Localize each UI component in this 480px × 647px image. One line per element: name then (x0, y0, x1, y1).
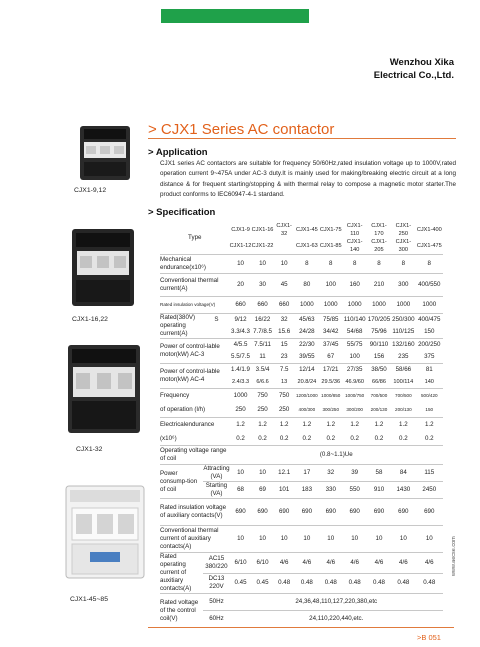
value-cell: 690 (367, 499, 391, 526)
value-cell: 6/10 (252, 553, 274, 574)
value-cell: 54/68 (343, 326, 367, 339)
value-cell: 690 (230, 499, 252, 526)
value-cell: 690 (252, 499, 274, 526)
value-cell: 750 (257, 392, 268, 399)
value-cell: 34/42 (319, 326, 343, 339)
value-cell: 1.2 (258, 421, 267, 428)
row-label: (x10⁶) (160, 432, 230, 446)
sub-label: AC15 380/220 (203, 553, 229, 574)
value-cell: 690 (274, 499, 295, 526)
aux-conventional-row (160, 526, 443, 553)
type-cell: CJX1-250 (395, 223, 412, 237)
type-cell: CJX1-170 (371, 223, 387, 237)
contactor-photo-cjx1-45 (60, 482, 150, 582)
value-cell: 24/28 (295, 326, 319, 339)
value-cell: 2.4/3.3 (230, 376, 252, 389)
value-cell: 400/550 (416, 274, 443, 297)
value-cell: 150 (416, 403, 443, 418)
value-cell: 27/35 (346, 366, 363, 373)
value-cell: 1000 (319, 297, 343, 314)
value-cell: 250/300 (392, 316, 415, 323)
value-cell: 690 (416, 499, 443, 526)
contactor-photo-cjx1-9 (78, 122, 132, 182)
application-heading: > Application (148, 147, 208, 158)
value-cell: 55/75 (346, 341, 363, 348)
starting-power-row (160, 482, 443, 499)
value-cell: 1000 (343, 297, 367, 314)
value-cell: 66/86 (367, 376, 391, 389)
value-cell: 1.2 (424, 421, 434, 428)
value-cell: 200/130 (391, 403, 415, 418)
type-cell: CJX1-140 (343, 238, 367, 255)
value-cell: 1000 (367, 297, 391, 314)
value-cell: 10 (252, 255, 274, 274)
value-cell: 1000 (233, 392, 248, 399)
value-cell: 0.45 (230, 573, 252, 594)
value-cell: 690 (319, 499, 343, 526)
row-label: Rated insulation voltage of auxiliary contacts(V) (160, 499, 230, 526)
value-cell: 0.2 (391, 432, 415, 446)
value-cell: 1.2 (374, 421, 384, 428)
value-cell: 38/50 (371, 366, 387, 373)
sub-label: DC13 220V (203, 573, 229, 594)
value-cell: 11 (252, 351, 274, 364)
value-cell: 84 (391, 465, 415, 482)
row-label: of operation (l/h) (160, 403, 230, 418)
value-cell: 100/114 (391, 376, 415, 389)
value-cell: 4/6 (319, 553, 343, 574)
value-cell: 1200/1000 (295, 393, 318, 398)
value-cell: 0.2 (252, 432, 274, 446)
value-cell: 1000 (391, 297, 415, 314)
value-cell: 1000 (295, 297, 319, 314)
value-cell: 16/22 (254, 316, 271, 323)
value-cell: 1.2 (302, 421, 312, 428)
photo-label-cjx1-45: CJX1-45~85 (70, 596, 108, 603)
value-cell: 10 (343, 526, 367, 553)
value-cell: 660 (230, 297, 252, 314)
type-cell: CJX1-12 (230, 238, 252, 255)
value-cell: 10 (295, 526, 319, 553)
contactor-photo-cjx1-16 (70, 226, 136, 308)
photo-label-cjx1-16: CJX1-16,22 (72, 316, 108, 323)
sub-label: 60Hz (209, 615, 224, 622)
page-title: > CJX1 Series AC contactor (148, 121, 335, 138)
value-cell: 58 (367, 465, 391, 482)
value-cell: 250 (230, 403, 252, 418)
value-cell: 8 (343, 255, 367, 274)
photo-label-cjx1-32: CJX1-32 (76, 446, 103, 453)
value-cell: 39 (343, 465, 367, 482)
row-label: Rated voltage of the control coil(V) (160, 598, 199, 622)
value-cell: 75/96 (367, 326, 391, 339)
value-cell: 4/5.5 (233, 341, 248, 348)
value-cell: 10 (274, 255, 295, 274)
value-cell: 101 (274, 482, 295, 499)
value-cell: 29.5/36 (319, 376, 343, 389)
row-label: Mechanical endurance(x10⁶) (160, 255, 230, 274)
electrical-endurance-row-1 (160, 418, 443, 433)
value-cell: 1.2 (399, 421, 408, 428)
type-cell: CJX1-85 (319, 238, 343, 255)
value-cell: 1430 (391, 482, 415, 499)
row-label: Electricalendurance (160, 421, 215, 428)
row-label: Conventional thermal current(A) (160, 274, 230, 297)
value-cell: 330 (319, 482, 343, 499)
value-cell: 24,110,220,440,etc. (309, 615, 364, 622)
value-cell: 910 (367, 482, 391, 499)
value-cell: 10 (230, 255, 252, 274)
value-cell: 8 (416, 255, 443, 274)
specification-heading: > Specification (148, 207, 216, 218)
value-cell: 45 (274, 274, 295, 297)
value-cell: 300/250 (319, 403, 343, 418)
value-cell: 6/10 (230, 553, 252, 574)
coil-50hz-row (160, 594, 443, 611)
value-cell: 300 (391, 274, 415, 297)
value-cell: 8 (295, 255, 319, 274)
value-cell: 0.48 (274, 573, 295, 594)
value-cell: 81 (425, 366, 433, 373)
value-cell: 4/6 (295, 553, 319, 574)
value-cell: 8 (367, 255, 391, 274)
value-cell: 10 (230, 465, 252, 482)
row-label: Rated(380V) operating current(A) (160, 314, 203, 339)
value-cell: 550 (343, 482, 367, 499)
value-cell: 15 (280, 341, 288, 348)
value-cell: 0.2 (416, 432, 443, 446)
electrical-endurance-row-2 (160, 432, 443, 446)
company-line-2: Electrical Co.,Ltd. (373, 70, 454, 81)
value-cell: 660 (274, 297, 295, 314)
value-cell: 200/250 (418, 341, 441, 348)
type-cell: CJX1-400 (416, 227, 442, 233)
value-cell: 0.2 (343, 432, 367, 446)
value-cell: 1.2 (236, 421, 245, 428)
photo-label-cjx1-9: CJX1-9,12 (74, 187, 107, 194)
value-cell: 0.2 (274, 432, 295, 446)
type-row-1 (160, 222, 443, 238)
value-cell: 375 (416, 351, 443, 364)
page-number: >B 051 (417, 633, 441, 642)
value-cell: 10 (319, 526, 343, 553)
value-cell: 90/110 (369, 341, 389, 348)
spec-table-body (160, 222, 443, 627)
value-cell: 24,36,48,110,127,220,380,etc (230, 594, 443, 611)
value-cell: 132/160 (392, 341, 415, 348)
value-cell: 1.2 (350, 421, 359, 428)
value-cell: 700/500 (395, 393, 412, 398)
specification-table (160, 222, 443, 627)
value-cell: 700/500 (370, 393, 388, 398)
website-url: www.aecse.com (451, 536, 457, 576)
sub-label: Starting (VA) (203, 482, 229, 499)
contactor-photo-cjx1-32 (64, 343, 144, 435)
value-cell: 150 (416, 326, 443, 339)
row-label: Rated operating current of auxitiary contacts(A) (160, 553, 203, 594)
value-cell: 9/12 (234, 316, 247, 323)
value-cell: 1.4/1.9 (231, 366, 250, 373)
value-cell: 0.48 (319, 573, 343, 594)
value-cell: 4/6 (274, 553, 295, 574)
value-cell: 15.6 (274, 326, 295, 339)
row-label: Operating voltage range of coil (160, 446, 230, 465)
sub-label: Attracting (VA) (203, 465, 230, 480)
ac3-power-row-1 (160, 339, 443, 352)
value-cell: 0.2 (295, 432, 319, 446)
value-cell: 250 (274, 403, 295, 418)
value-cell: 170/205 (367, 316, 391, 323)
sub-label: S (214, 316, 219, 323)
aux-insulation-row (160, 499, 443, 526)
ac4-power-row-1 (160, 364, 443, 377)
value-cell: 115 (416, 465, 443, 482)
value-cell: 20.8/24 (295, 376, 319, 389)
value-cell: 45/63 (299, 316, 315, 323)
value-cell: 0.48 (343, 573, 367, 594)
value-cell: 7.5 (279, 366, 289, 373)
value-cell: 2450 (416, 482, 443, 499)
type-cell: CJX1-300 (391, 238, 415, 255)
value-cell: 100 (343, 351, 367, 364)
value-cell: 6/6.6 (252, 376, 274, 389)
value-cell: 750 (278, 392, 290, 399)
value-cell: 4/6 (416, 553, 443, 574)
value-cell: 58/66 (395, 366, 412, 373)
sub-label: 50Hz (203, 594, 229, 611)
row-label: Power of control-lable motor(kW) AC-4 (160, 364, 230, 389)
title-divider (148, 138, 456, 139)
value-cell: 0.2 (367, 432, 391, 446)
value-cell: 32 (319, 465, 343, 482)
value-cell: 160 (343, 274, 367, 297)
type-cell: CJX1-45 (295, 227, 318, 233)
value-cell: 400/300 (295, 403, 319, 418)
attracting-power-row (160, 465, 443, 482)
value-cell: 1.2 (326, 421, 336, 428)
value-cell: 30 (252, 274, 274, 297)
value-cell: 300/200 (343, 403, 367, 418)
type-cell: CJX1-110 (346, 223, 363, 237)
value-cell: 250 (252, 403, 274, 418)
value-cell: 100 (319, 274, 343, 297)
value-cell: 0.48 (367, 573, 391, 594)
insulation-voltage-row (160, 297, 443, 314)
value-cell: 183 (295, 482, 319, 499)
footer-divider (148, 627, 454, 628)
type-cell: CJX1-475 (416, 238, 443, 255)
value-cell: 690 (295, 499, 319, 526)
type-cell: CJX1-205 (367, 238, 391, 255)
value-cell: 0.2 (319, 432, 343, 446)
value-cell: 0.48 (295, 573, 319, 594)
value-cell: 1000 (416, 297, 443, 314)
value-cell: (0.8~1.1)Ue (230, 446, 443, 465)
value-cell: 690 (391, 499, 415, 526)
rated-current-row-1 (160, 314, 443, 327)
value-cell: 0.48 (416, 573, 443, 594)
operating-voltage-row (160, 446, 443, 465)
value-cell: 10 (252, 465, 274, 482)
value-cell: 7.5/11 (254, 341, 271, 348)
type-cell: CJX1-32 (276, 223, 292, 237)
value-cell: 500/420 (420, 393, 438, 398)
value-cell: 80 (295, 274, 319, 297)
value-cell: 46.9/60 (343, 376, 367, 389)
conventional-thermal-row (160, 274, 443, 297)
value-cell: 12/14 (299, 366, 315, 373)
value-cell: 10 (274, 526, 295, 553)
value-cell: 1.2 (279, 421, 289, 428)
frequency-row-1 (160, 389, 443, 404)
value-cell: 140 (416, 376, 443, 389)
type-cell: CJX1-16 (251, 227, 274, 233)
type-label: Type (160, 222, 230, 255)
row-label: Rated insulation voltage(V) (160, 297, 230, 314)
value-cell: 75/85 (323, 316, 339, 323)
value-cell: 8 (319, 255, 343, 274)
value-cell: 10 (367, 526, 391, 553)
value-cell: 400/475 (418, 316, 441, 323)
value-cell: 4/6 (343, 553, 367, 574)
header-accent-bar (161, 9, 309, 23)
value-cell: 39/55 (295, 351, 319, 364)
value-cell: 12.1 (274, 465, 295, 482)
value-cell: 200/130 (367, 403, 391, 418)
value-cell: 4/6 (391, 553, 415, 574)
value-cell: 10 (416, 526, 443, 553)
value-cell: 23 (274, 351, 295, 364)
aux-dc13-row (160, 573, 443, 594)
value-cell: 1000/750 (345, 393, 365, 398)
value-cell: 17 (295, 465, 319, 482)
row-label: Frequency (160, 392, 190, 399)
value-cell: 20 (230, 274, 252, 297)
value-cell: 8 (391, 255, 415, 274)
value-cell: 13 (274, 376, 295, 389)
value-cell: 10 (391, 526, 415, 553)
row-label: Conventional thermal current of auxitiary contacts(A) (160, 526, 230, 553)
row-label: Power consump-tion of coil (160, 465, 203, 499)
type-cell: CJX1-75 (319, 227, 342, 233)
value-cell: 10 (230, 526, 252, 553)
value-cell: 0.45 (252, 573, 274, 594)
company-name (374, 56, 454, 82)
type-cell: CJX1-63 (295, 238, 319, 255)
aux-ac15-row (160, 553, 443, 574)
value-cell: 1000/850 (321, 393, 341, 398)
value-cell: 660 (252, 297, 274, 314)
value-cell: 210 (367, 274, 391, 297)
value-cell: 4/6 (367, 553, 391, 574)
value-cell: 22/30 (299, 341, 315, 348)
value-cell: 17/21 (323, 366, 339, 373)
value-cell: 156 (367, 351, 391, 364)
coil-60hz-row (160, 611, 443, 628)
rated-current-row-2 (160, 326, 443, 339)
type-cell: CJX1-9 (231, 227, 250, 233)
value-cell: 7.7/8.5 (252, 326, 274, 339)
value-cell: 67 (319, 351, 343, 364)
value-cell: 32 (280, 316, 288, 323)
company-line-1: Wenzhou Xika (389, 57, 454, 68)
value-cell: 3.5/4 (255, 366, 270, 373)
row-label: Power of control-lable motor(kW) AC-3 (160, 339, 230, 364)
value-cell: 690 (343, 499, 367, 526)
value-cell: 0.2 (230, 432, 252, 446)
type-cell (274, 238, 295, 255)
value-cell: 235 (391, 351, 415, 364)
value-cell: 110/140 (343, 316, 366, 323)
value-cell: 69 (252, 482, 274, 499)
value-cell: 0.48 (391, 573, 415, 594)
mechanical-endurance-row (160, 255, 443, 274)
frequency-row-2 (160, 403, 443, 418)
type-cell: CJX1-22 (252, 238, 274, 255)
value-cell: 5.5/7.5 (230, 351, 252, 364)
value-cell: 10 (252, 526, 274, 553)
value-cell: 68 (230, 482, 252, 499)
application-text: CJX1 series AC contactors are suitable for frequency 50/60Hz,rated insulation voltage up to 1000V,rated operation current 9~475A under AC-3 duty.It is mainly used for making/breaking electric circuit at a long distance & for frequent starting/stopping & with thermal relay to compose a magnetic motor starter.The product conforms to IEC60947-4-1 stardand. (160, 160, 456, 198)
value-cell: 110/125 (391, 326, 415, 339)
value-cell: 3.3/4.3 (230, 326, 252, 339)
value-cell: 37/45 (323, 341, 339, 348)
